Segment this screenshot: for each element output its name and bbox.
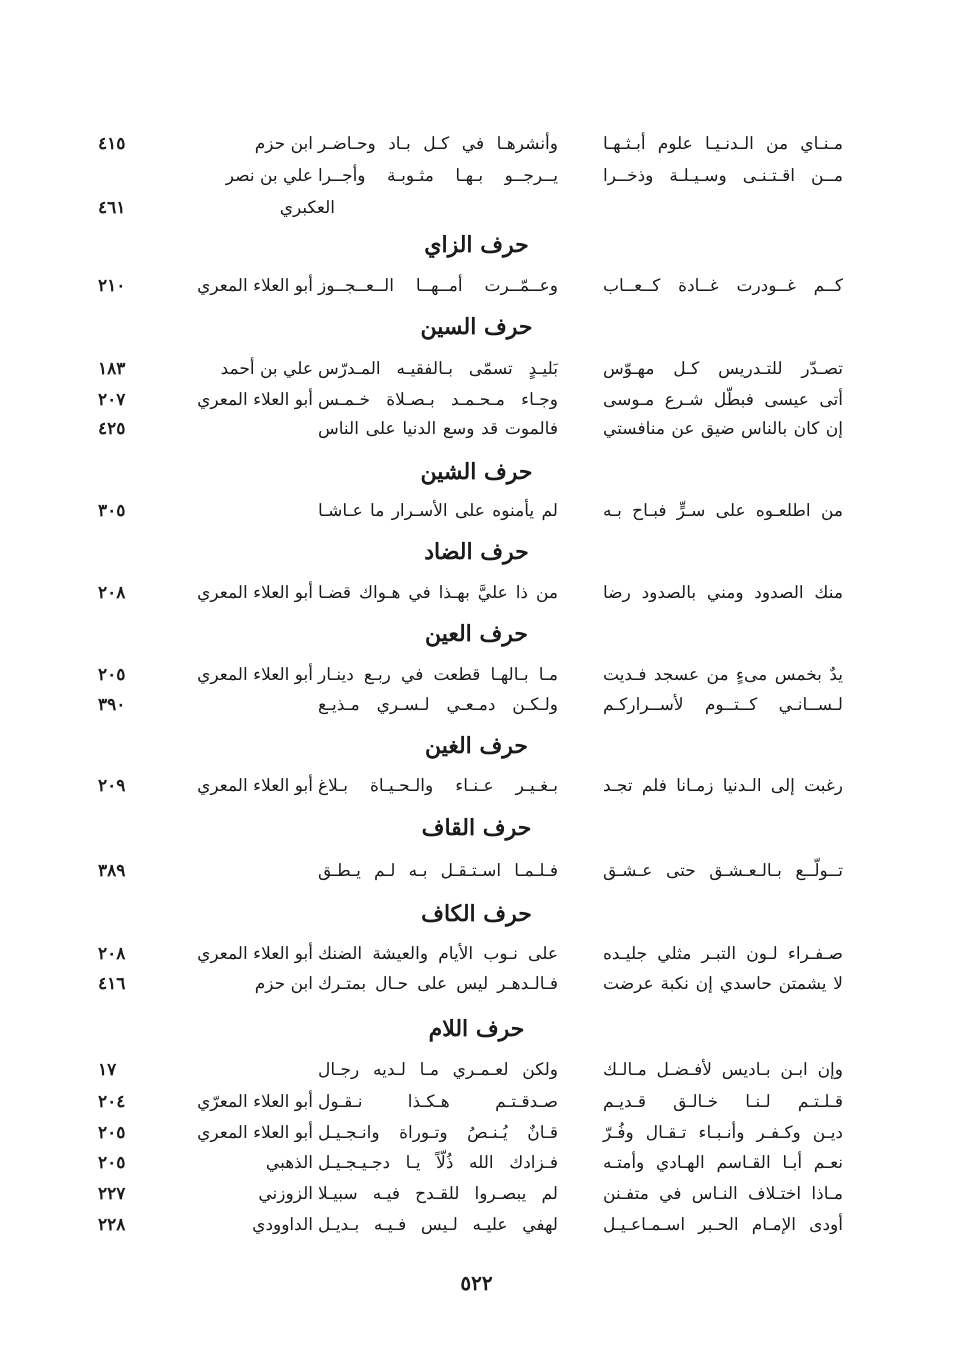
second-hemistich: فـلـمـا اسـتـقـل بـه لـم يـطـق <box>318 861 558 881</box>
verse-row-continuation <box>0 193 953 223</box>
verse-row <box>0 271 953 301</box>
second-hemistich: مـا بـالهـا قطعت في ربـع دينـار <box>318 665 558 685</box>
poet-name: علي بن أحمد <box>220 359 313 379</box>
first-hemistich: قـلـتـم لـنـا خـالـق قـديـم <box>603 1092 843 1112</box>
second-hemistich: لم يبصـروا للقـدح فيـه سبيـلا <box>318 1184 558 1204</box>
poet-name: الزوزني <box>258 1184 313 1204</box>
letter-heading: حرف الشين <box>420 459 533 485</box>
first-hemistich: مــن اقـتـنـى وسـيـلـة وذخــرا <box>603 166 843 186</box>
letter-heading: حرف الغين <box>424 733 529 759</box>
second-hemistich: على نـوب الأيام والعيشة الضنك <box>318 944 558 964</box>
page-reference: ٢٠٥ <box>98 1153 126 1173</box>
page-reference: ٣٨٩ <box>98 861 126 881</box>
verse-row <box>0 1179 953 1209</box>
verse-row <box>0 414 953 444</box>
poet-name: ابن حزم <box>254 134 313 154</box>
first-hemistich: نعـم أبـا القـاسم الهـادي وأمتـه <box>603 1153 843 1173</box>
page-reference: ١٨٣ <box>98 359 126 379</box>
first-hemistich: صـفـراء لـون التبـر مثلي جليـده <box>603 944 843 964</box>
first-hemistich: تصـدّر للتـدريس كـل مهـوّس <box>603 359 843 379</box>
poet-name: أبو العلاء المعري <box>197 776 313 796</box>
verse-row <box>0 856 953 886</box>
poet-name: الداوودي <box>252 1215 313 1235</box>
verse-row <box>0 660 953 690</box>
poet-name: أبو العلاء المعري <box>197 944 313 964</box>
poet-name: أبو العلاء المعري <box>197 1123 313 1143</box>
first-hemistich: ديـن وكـفـر وأنـبـاء تـقـال وفُـرّ <box>603 1123 843 1143</box>
letter-heading: حرف الزاي <box>424 232 529 258</box>
page-reference: ٤١٥ <box>98 134 126 154</box>
first-hemistich: لـســانـي كــتــوم لأســراركـم <box>603 695 843 715</box>
second-hemistich: قـانٌ يُـنـصُ وتـوراة وانـجـيـل <box>318 1123 558 1143</box>
verse-row <box>0 1118 953 1148</box>
second-hemistich: ولـكـن دمـعـي لـسـري مـذيـع <box>318 695 558 715</box>
poet-name: أبو العلاء المعري <box>197 276 313 296</box>
first-hemistich: رغبت إلى الـدنيا زمـانا فلم تجـد <box>603 776 843 796</box>
verse-row <box>0 690 953 720</box>
verse-row <box>0 496 953 526</box>
poet-name: أبو العلاء المعري <box>197 583 313 603</box>
poet-name: الذهبي <box>265 1153 313 1173</box>
verse-row <box>0 1148 953 1178</box>
page-number: ٥٢٢ <box>460 1271 493 1295</box>
second-hemistich: وأنشرهـا في كـل بـاد وحـاضـر <box>318 134 558 154</box>
first-hemistich: تــولّــع بـالـعـشـق حتى عـشـق <box>603 861 843 881</box>
page-reference: ٢٢٧ <box>98 1184 126 1204</box>
page-reference: ٢٠٨ <box>98 944 126 964</box>
page-reference: ٤٢٥ <box>98 419 126 439</box>
verse-row <box>0 161 953 191</box>
page-reference: ٢٠٤ <box>98 1092 126 1112</box>
letter-heading: حرف اللام <box>428 1016 525 1042</box>
page-reference: ٢٢٨ <box>98 1215 126 1235</box>
poet-name: أبو العلاء المعري <box>197 665 313 685</box>
verse-row <box>0 939 953 969</box>
page-reference: ٣٠٥ <box>98 501 126 521</box>
second-hemistich: من ذا عليَّ بهـذا في هـواك قضـا <box>318 583 558 603</box>
second-hemistich: وعــمّــرت أمــهــا الــعــجــوز <box>318 276 558 296</box>
page-reference: ٢١٠ <box>98 276 126 296</box>
verse-row <box>0 771 953 801</box>
second-hemistich: بَليـدٍ تسمّى بـالفقيـه المـدرّس <box>318 359 558 379</box>
second-hemistich: لهفي عليـه لـيس فـيـه بـديـل <box>318 1215 558 1235</box>
verse-row <box>0 129 953 159</box>
letter-heading: حرف الكاف <box>421 901 532 927</box>
first-hemistich: وإن ابـن بـاديس لأفـضـل مـالـك <box>603 1060 843 1080</box>
first-hemistich: منك الصدود ومني بالصدود رضا <box>603 583 843 603</box>
page-reference: ٤٦١ <box>98 198 126 218</box>
first-hemistich: مـنـاي من الـدنـيـا علوم أبـثـهـا <box>603 134 843 154</box>
first-hemistich: يدٌ بخمس مىءٍ من عسجد فـديت <box>603 665 843 685</box>
second-hemistich: لم يأمنوه على الأسـرار ما عـاشـا <box>318 501 558 521</box>
poet-name: علي بن نصر <box>225 166 313 186</box>
verse-row <box>0 578 953 608</box>
second-hemistich: فـالـدهـر ليس على حـال بمتـرك <box>318 974 558 994</box>
poet-name: أبو العلاء المعري <box>197 390 313 410</box>
page-reference: ٢٠٥ <box>98 1123 126 1143</box>
verse-row <box>0 969 953 999</box>
second-hemistich: فالموت قد وسع الدنيا على الناس <box>318 419 558 439</box>
first-hemistich: من اطلعـوه على سـرٍّ فبـاح بـه <box>603 501 843 521</box>
second-hemistich: صـدقـتـم هـكـذا نـقـول <box>318 1092 558 1112</box>
poet-name: العكبري <box>279 198 335 218</box>
verse-row <box>0 354 953 384</box>
letter-heading: حرف القاف <box>421 815 532 841</box>
poet-name: ابن حزم <box>254 974 313 994</box>
page-reference: ٢٠٧ <box>98 390 126 410</box>
page-reference: ١٧ <box>98 1060 117 1080</box>
second-hemistich: يــرجــو بـهـا مثـوبـة وأجــرا <box>318 166 558 186</box>
first-hemistich: كــم غــودرت غــادة كــعــاب <box>603 276 843 296</box>
letter-heading: حرف السين <box>420 314 533 340</box>
verse-row <box>0 1087 953 1117</box>
second-hemistich: وجـاء مـحـمـد بـصـلاة خـمـس <box>318 390 558 410</box>
letter-heading: حرف الضاد <box>424 539 529 565</box>
second-hemistich: بـغـيـر عـنـاء والـحـيـاة بـلاغ <box>318 776 558 796</box>
page-reference: ٢٠٨ <box>98 583 126 603</box>
first-hemistich: لا يشمتن حاسدي إن نكبة عرضت <box>603 974 843 994</box>
first-hemistich: أودى الإمـام الحـبر اسـمـاعـيـل <box>603 1215 843 1235</box>
second-hemistich: ولكن لعـمـري مـا لـديه رجـال <box>318 1060 558 1080</box>
poet-name: أبو العلاء المعرّي <box>197 1092 313 1112</box>
verse-row <box>0 1055 953 1085</box>
second-hemistich: فـزادك الله ذُلّاً يـا دجـيـجـيـل <box>318 1153 558 1173</box>
page-reference: ٣٩٠ <box>98 695 126 715</box>
page-reference: ٢٠٥ <box>98 665 126 685</box>
page-reference: ٢٠٩ <box>98 776 126 796</box>
page-reference: ٤١٦ <box>98 974 126 994</box>
first-hemistich: مـاذا اختـلاف النـاس في متفـنن <box>603 1184 843 1204</box>
letter-heading: حرف العين <box>424 621 529 647</box>
first-hemistich: إن كان بالناس ضيق عن منافستي <box>603 419 843 439</box>
verse-row <box>0 385 953 415</box>
first-hemistich: أتى عيسى فبطّل شـرع مـوسى <box>603 390 843 410</box>
verse-row <box>0 1210 953 1240</box>
